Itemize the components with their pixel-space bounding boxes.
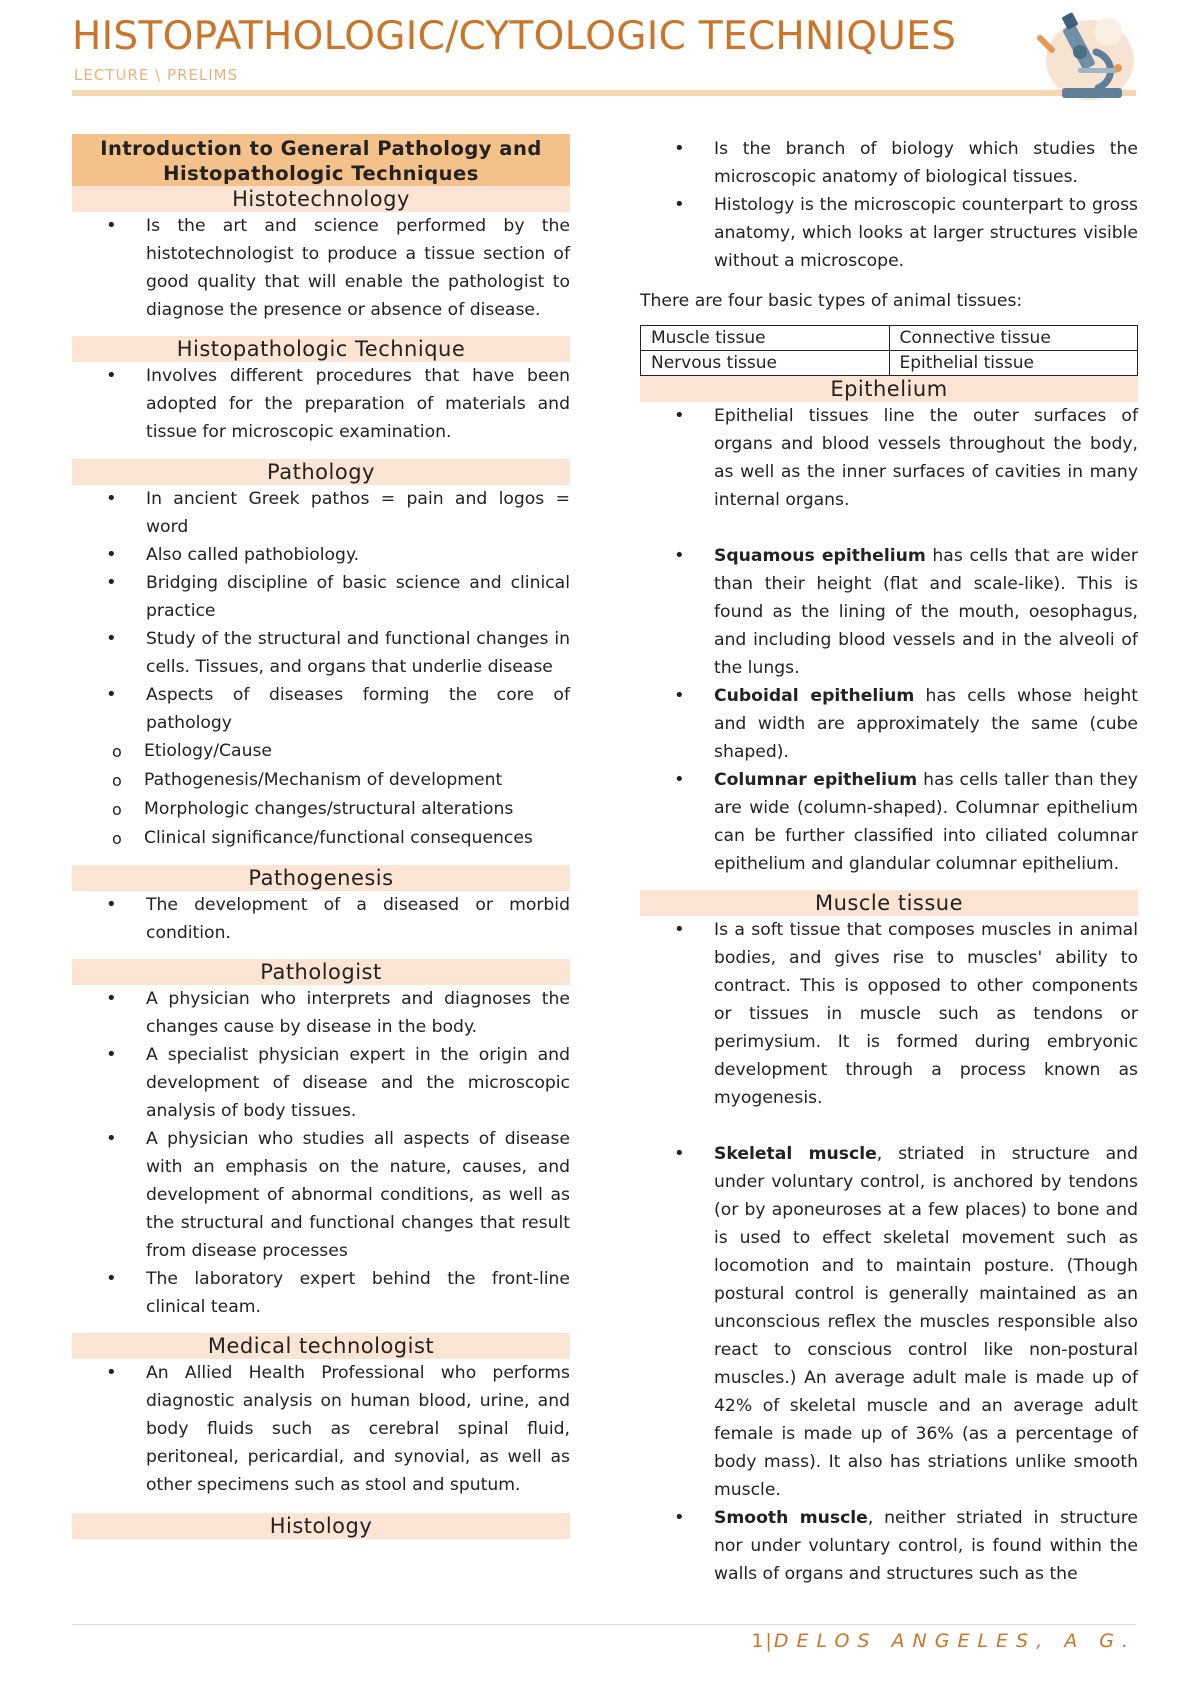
list-item: • A physician who interprets and diagnoses the changes cause by disease in the body. [72,985,570,1041]
footer-divider [72,1624,1136,1625]
list-item: • In ancient Greek pathos = pain and logos = word [72,485,570,541]
list-item-text: Aspects of diseases forming the core of pathology [146,685,570,733]
histopathologic-list [72,362,570,446]
term: Skeletal muscle [714,1144,877,1164]
page-subtitle: LECTURE \ PRELIMS [74,66,239,84]
list-item: • Also called pathobiology. [72,541,570,569]
header-divider [72,90,1136,96]
histopathologic-heading: Histopathologic Technique [72,336,570,362]
histology-list [640,135,1138,275]
list-item: • The laboratory expert behind the front-line clinical team. [72,1265,570,1321]
list-item [640,542,1138,682]
list-item [640,1140,1138,1504]
sublist-item: o Clinical significance/functional consequences [72,824,570,853]
list-item [72,681,570,853]
list-item [640,682,1138,766]
sublist-item: o Etiology/Cause [72,737,570,766]
table-cell: Connective tissue [889,326,1138,351]
list-item: • A physician who studies all aspects of disease with an emphasis on the nature, causes, and development of abnormal conditions, as well as the structural and functional changes that result from disease processes [72,1125,570,1265]
term-text: , striated in structure and under voluntary control, is anchored by tendons (or by aponeuroses at a few places) to bone and is used to effect skeletal movement such as locomotion and to maintain posture. (Though postural control is generally maintained as an unconscious reflex the muscles responsible also react to conscious control like non-postural muscles.) An average adult male is made up of 42% of skeletal muscle and an average adult female is made up of 36% (as a percentage of body mass). It also has striations unlike smooth muscle. [714,1144,1138,1500]
pathology-heading: Pathology [72,459,570,485]
medtech-heading: Medical technologist [72,1333,570,1359]
table-row [641,351,1138,376]
histotechnology-heading: Histotechnology [72,186,570,212]
table-row [641,326,1138,351]
list-item: • Bridging discipline of basic science and clinical practice [72,569,570,625]
term: Smooth muscle [714,1508,868,1528]
list-item: • Histology is the microscopic counterpart to gross anatomy, which looks at larger structures visible without a microscope. [640,191,1138,275]
term: Cuboidal epithelium [714,686,915,706]
epithelium-heading: Epithelium [640,376,1138,402]
term-text: has cells whose height and width are approximately the same (cube shaped). [714,686,1138,762]
list-item: • Is a soft tissue that composes muscles in animal bodies, and gives rise to muscles' ability to contract. This is opposed to other components or tissues in muscle such as tendons or perimysium. It is formed during embryonic development through a process known as myogenesis. [640,916,1138,1112]
list-item: • An Allied Health Professional who performs diagnostic analysis on human blood, urine, and body fluids such as cerebral spinal fluid, peritoneal, pericardial, and synovial, as well as other specimens such as stool and sputum. [72,1359,570,1499]
sublist-item: o Pathogenesis/Mechanism of development [72,766,570,795]
list-item: • Is the art and science performed by the histotechnologist to produce a tissue section of good quality that will enable the pathologist to diagnose the presence or absence of disease. [72,212,570,324]
list-item: • The development of a diseased or morbid condition. [72,891,570,947]
tissue-types-table [640,325,1138,376]
footer-separator: | [765,1630,774,1652]
page-number: 1 [751,1630,766,1652]
table-cell: Nervous tissue [641,351,890,376]
pathologist-list [72,985,570,1321]
term-text: has cells that are wider than their height (flat and scale-like). This is found as the lining of the mouth, oesophagus, and including blood vessels and in the alveoli of the lungs. [714,546,1138,678]
list-item: • Study of the structural and functional changes in cells. Tissues, and organs that underlie disease [72,625,570,681]
list-item: • Epithelial tissues line the outer surfaces of organs and blood vessels throughout the body, as well as the inner surfaces of cavities in many internal organs. [640,402,1138,514]
list-item [640,766,1138,878]
medtech-list [72,1359,570,1499]
pathologist-heading: Pathologist [72,959,570,985]
list-item [640,1504,1138,1588]
page-title: HISTOPATHOLOGIC/CYTOLOGIC TECHNIQUES [72,14,957,59]
histotechnology-list [72,212,570,324]
aspects-sublist [72,737,570,853]
epithelium-list [640,402,1138,878]
term-text: , neither striated in structure nor under voluntary control, is found within the walls of organs and structures such as the [714,1508,1139,1584]
left-column [72,134,570,1539]
microscope-icon [1018,8,1138,108]
pathogenesis-list [72,891,570,947]
list-item: • Involves different procedures that have been adopted for the preparation of materials and tissue for microscopic examination. [72,362,570,446]
tissue-types-intro: There are four basic types of animal tissues: [640,291,1023,311]
muscle-list [640,916,1138,1588]
term-text: has cells taller than they are wide (column-shaped). Columnar epithelium can be further classified into ciliated columnar epithelium and glandular columnar epithelium. [714,770,1138,874]
pathology-list [72,485,570,853]
muscle-heading: Muscle tissue [640,890,1138,916]
list-item: • A specialist physician expert in the origin and development of disease and the microscopic analysis of body tissues. [72,1041,570,1125]
footer-author: DELOS ANGELES, A G. [773,1630,1136,1652]
table-cell: Muscle tissue [641,326,890,351]
footer [751,1630,1136,1652]
term: Squamous epithelium [714,546,926,566]
right-column [640,135,1138,1588]
term: Columnar epithelium [714,770,918,790]
sublist-item: o Morphologic changes/structural alterations [72,795,570,824]
pathogenesis-heading: Pathogenesis [72,865,570,891]
list-item: • Is the branch of biology which studies the microscopic anatomy of biological tissues. [640,135,1138,191]
table-cell: Epithelial tissue [889,351,1138,376]
histology-heading: Histology [72,1513,570,1539]
intro-heading: Introduction to General Pathology and Histopathologic Techniques [72,134,570,186]
